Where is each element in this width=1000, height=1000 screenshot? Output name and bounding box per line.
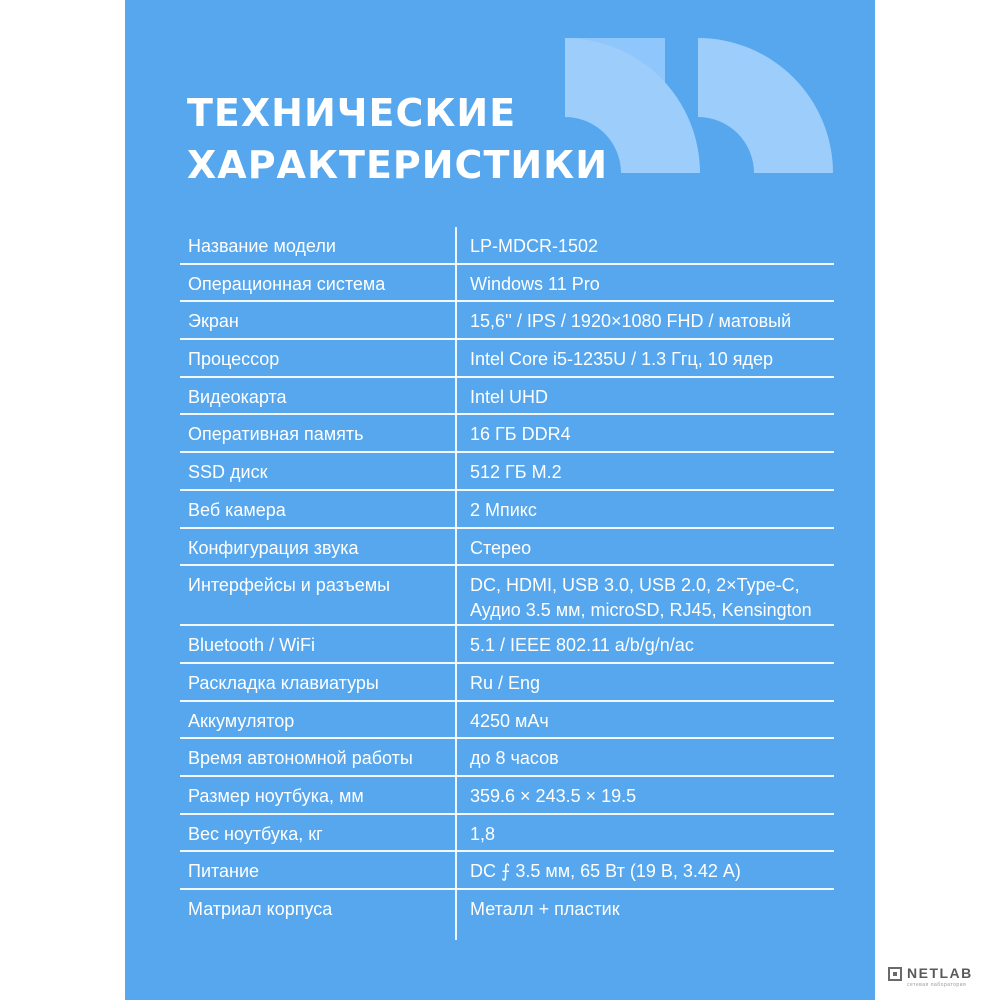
spec-row-size	[180, 777, 834, 815]
title-line-1: ТЕХНИЧЕСКИЕ	[187, 91, 517, 135]
spec-label: SSD диск	[188, 462, 268, 483]
spec-label: Конфигурация звука	[188, 537, 359, 558]
spec-label: Время автономной работы	[188, 748, 413, 769]
spec-label: Bluetooth / WiFi	[188, 635, 316, 656]
spec-row-screen	[180, 302, 834, 340]
spec-value: Ru / Eng	[470, 672, 541, 693]
spec-label: Вес ноутбука, кг	[188, 823, 323, 844]
spec-label: Питание	[188, 861, 260, 882]
logo-name: NETLAB	[907, 965, 973, 981]
spec-value: Intel Core i5-1235U / 1.3 Ггц, 10 ядер	[470, 349, 774, 370]
spec-label: Операционная система	[188, 273, 386, 294]
spec-value: 1,8	[470, 823, 496, 844]
spec-row-ssd	[180, 453, 834, 491]
spec-row-cpu	[180, 340, 834, 378]
page-title	[187, 87, 608, 191]
spec-label: Видеокарта	[188, 386, 287, 407]
spec-label: Матриал корпуса	[188, 899, 333, 919]
spec-row-os	[180, 265, 834, 303]
spec-label: Процессор	[188, 349, 280, 370]
spec-row-webcam	[180, 491, 834, 529]
spec-label: Название модели	[188, 236, 336, 256]
spec-row-audio	[180, 529, 834, 567]
spec-label: Интерфейсы и разъемы	[188, 575, 391, 596]
spec-label: Раскладка клавиатуры	[188, 672, 379, 693]
spec-value: 4250 мАч	[470, 710, 549, 731]
spec-label: Веб камера	[188, 499, 286, 520]
spec-value: 359.6 × 243.5 × 19.5	[470, 785, 637, 806]
logo-square-icon	[888, 967, 902, 981]
spec-value: 16 ГБ DDR4	[470, 424, 571, 445]
spec-value: DC ⨍ 3.5 мм, 65 Вт (19 В, 3.42 А)	[470, 861, 741, 882]
spec-table	[180, 227, 834, 928]
spec-row-material	[180, 890, 834, 928]
spec-row-model	[180, 227, 834, 265]
spec-row-battery	[180, 702, 834, 740]
spec-label: Аккумулятор	[188, 710, 295, 731]
spec-row-runtime	[180, 739, 834, 777]
spec-value: 512 ГБ M.2	[470, 462, 562, 483]
spec-label: Экран	[188, 311, 239, 332]
spec-row-ram	[180, 415, 834, 453]
spec-row-ports	[180, 566, 834, 626]
netlab-logo	[888, 964, 992, 992]
spec-row-keyboard	[180, 664, 834, 702]
spec-value: Стерео	[470, 537, 532, 558]
spec-label: Оперативная память	[188, 424, 364, 445]
spec-row-gpu	[180, 378, 834, 416]
spec-value: 2 Мпикс	[470, 499, 537, 520]
spec-row-power	[180, 852, 834, 890]
title-line-2: ХАРАКТЕРИСТИКИ	[187, 143, 609, 187]
logo-tagline: сетевая лаборатория	[907, 982, 967, 988]
spec-row-wireless	[180, 626, 834, 664]
spec-value: LP-MDCR-1502	[470, 236, 599, 256]
spec-value: 5.1 / IEEE 802.11 a/b/g/n/ac	[470, 635, 694, 656]
spec-value-line-2: Аудио 3.5 мм, microSD, RJ45, Kensington	[470, 600, 812, 621]
spec-value: 15,6'' / IPS / 1920×1080 FHD / матовый	[470, 311, 792, 332]
spec-value: до 8 часов	[470, 748, 559, 769]
spec-label: Размер ноутбука, мм	[188, 785, 364, 806]
spec-value: Windows 11 Pro	[470, 273, 600, 294]
spec-row-weight	[180, 815, 834, 853]
spec-panel	[125, 0, 875, 1000]
spec-value: Intel UHD	[470, 386, 549, 407]
spec-value: DC, HDMI, USB 3.0, USB 2.0, 2×Type-C,	[470, 575, 800, 596]
spec-value: Металл + пластик	[470, 899, 620, 919]
